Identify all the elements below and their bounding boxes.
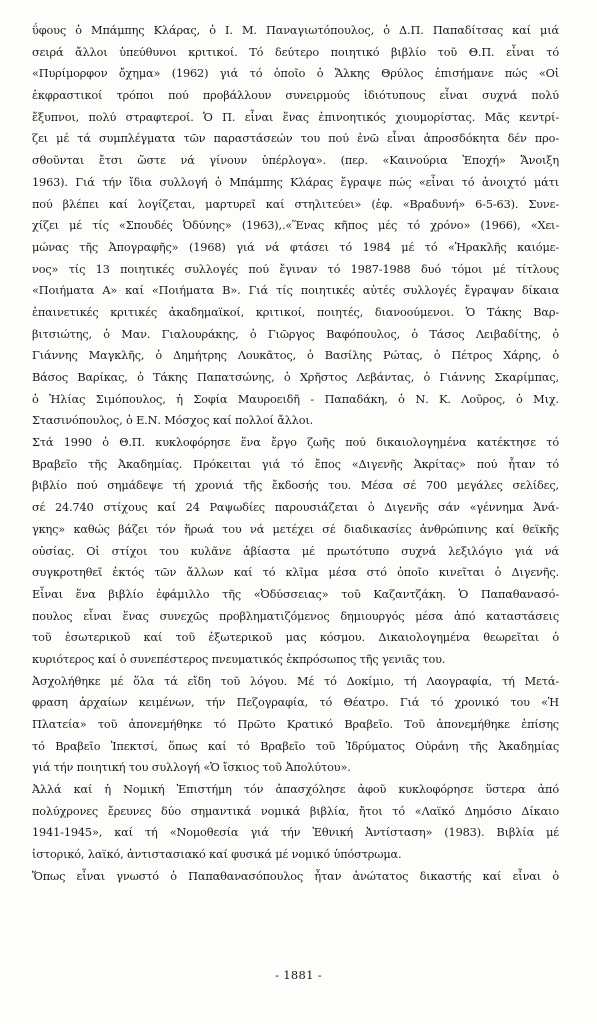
text-line: «Ποιήματα Α» καί «Ποιήματα Β». Γιά τίς ποιητικές αὐτές συλλογές ἔγραψαν δίκαια	[32, 284, 559, 298]
text-line: πού βλέπει καί λογίζεται, μαρτυρεῖ καί στηλιτεύει» (ἐφ. «Βραδυνή» 6-5-63). Συνε-	[32, 197, 559, 211]
text-line: κυριότερος καί ὁ συνεπέστερος πνευματικός ἐκπρόσωπος τῆς γενιᾶς του.	[32, 652, 446, 666]
body-text	[32, 20, 559, 888]
text-line: Ἀσχολήθηκε μέ ὅλα τά εἴδη τοῦ λόγου. Μέ τό Δοκίμιο, τή Λαογραφία, τή Μετά-	[32, 674, 559, 688]
text-line: ὁ Ἠλίας Σιμόπουλος, ἡ Σοφία Μαυροειδῆ - Παπαδάκη, ὁ Ν. Κ. Λοῦρος, ὁ Μιχ.	[32, 392, 559, 406]
text-line: τό Βραβεῖο Ἰπεκτσί, ὅπως καί τό Βραβεῖο τοῦ Ἱδρύματος Οὐράνη τῆς Ἀκαδημίας	[32, 739, 559, 753]
text-line: Ὅπως εἶναι γνωστό ὁ Παπαθανασόπουλος ἦταν ἀνώτατος δικαστής καί εἶναι ὁ	[32, 869, 559, 883]
text-line: Βραβεῖο τῆς Ἀκαδημίας. Πρόκειται γιά τό ἔπος «Διγενῆς Ἀκρίτας» πού ἦταν τό	[32, 457, 559, 471]
text-line: φραση ἀρχαίων κειμένων, τήν Πεζογραφία, τό Θέατρο. Γιά τό χρονικό του «Ἡ	[32, 696, 559, 710]
text-line: πουλος εἶναι ἕνας συνεχῶς προβληματιζόμενος δημιουργός μέσα ἀπό καταστάσεις	[32, 609, 559, 623]
text-line: «Πυρίμορφον ὄχημα» (1962) γιά τό ὁποῖο ὁ Ἄλκης Θρύλος ἐπισήμανε πώς «Οἱ	[32, 67, 559, 81]
text-line: ἐπαινετικές κριτικές ἀκαδημαϊκοί, κριτικοί, ποιητές, διανοούμενοι. Ὁ Τάκης Βαρ-	[32, 305, 559, 319]
text-line: τοῦ ἐσωτερικοῦ καί τοῦ ἐξωτερικοῦ μας κόσμου. Δικαιολογημένα θεωρεῖται ὁ	[32, 631, 559, 645]
text-line: ἐκφραστικοί τρόποι πού προβάλλουν συνειρμούς ἰδιότυπους εἶναι συχνά πολύ	[32, 89, 559, 103]
text-line: γκης» καθώς βάζει τόν ἥρωά του νά μετέχει σέ διαδικασίες ἀνθρώπινης καί θεϊκῆς	[32, 522, 559, 536]
text-line: νος» τίς 13 ποιητικές συλλογές πού ἔγιναν τό 1987-1988 δυό τόμοι μέ τίτλους	[32, 262, 559, 276]
text-line: Βάσος Βαρίκας, ὁ Τάκης Παπατσώνης, ὁ Χρῆστος Λεβάντας, ὁ Γιάννης Σκαρίμπας,	[32, 371, 559, 384]
text-line: ἔξυπνοι, πολύ στραφτεροί. Ὁ Π. εἶναι ἕνας ἐπινοητικός χιουμορίστας. Μᾶς κεντρί-	[32, 110, 559, 124]
text-line: Πλατεία» τοῦ ἀπονεμήθηκε τό Πρῶτο Κρατικό Βραβεῖο. Τοῦ ἀπονεμήθηκε ἐπίσης	[32, 718, 559, 731]
text-line: 1941-1945», καί τή «Νομοθεσία γιά τήν Ἐθνική Ἀντίσταση» (1983). Βιβλία μέ	[32, 826, 559, 840]
text-line: βιτσιώτης, ὁ Μαν. Γιαλουράκης, ὁ Γιῶργος Βαφόπουλος, ὁ Τάσος Λειβαδίτης, ὁ	[32, 327, 559, 341]
text-line: ἱστορικό, λαϊκό, ἀντιστασιακό καί φυσικά μέ νομικό ὑπόστρωμα.	[32, 848, 402, 862]
text-line: Στά 1990 ὁ Θ.Π. κυκλοφόρησε ἕνα ἔργο ζωῆς πού δικαιολογημένα κατέκτησε τό	[32, 436, 559, 450]
text-line: συγκροτηθεῖ ἐκτός τῶν ἄλλων καί τό κλῖμα μέσα στό ὁποῖο κινεῖται ὁ Διγενῆς.	[32, 566, 559, 580]
text-line: ζει μέ τά συμπλέγματα τῶν παραστάσεών του πού ἐνῶ εἶναι ἀπροσδόκητα δέν προ-	[32, 132, 559, 146]
text-line: πολύχρονες ἔρευνες δύο σημαντικά νομικά βιβλία, ἤτοι τό «Λαϊκό Δημόσιο Δίκαιο	[32, 804, 559, 818]
text-line: 1963). Γιά τήν ἴδια συλλογή ὁ Μπάμπης Κλάρας ἔγραψε πώς «εἶναι τό ἀνοιχτό μάτι	[32, 175, 559, 189]
text-line: οὐσίας. Οἱ στίχοι του κυλᾶνε ἀβίαστα μέ πρωτότυπο συχνά λεξιλόγιο γιά νά	[32, 544, 559, 558]
page-number: - 1881 -	[275, 968, 322, 982]
text-line: σειρά ἄλλοι ὑπεύθυνοι κριτικοί. Τό δεύτερο ποιητικό βιβλίο τοῦ Θ.Π. εἶναι τό	[32, 45, 559, 59]
text-line: μώνας τῆς Ἀπογραφῆς» (1968) γιά νά φτάσει τό 1984 μέ τό «Ἡρακλῆς καιόμε-	[32, 240, 559, 254]
text-line: Στασινόπουλος, ὁ Ε.Ν. Μόσχος καί πολλοί ἄλλοι.	[32, 414, 314, 428]
text-line: ΰφους ὁ Μπάμπης Κλάρας, ὁ Ι. Μ. Παναγιωτόπουλος, ὁ Δ.Π. Παπαδίτσας καί μιά	[32, 24, 559, 37]
text-line: Εἶναι ἕνα βιβλίο ἐφάμιλλο τῆς «Ὀδύσσειας» τοῦ Καζαντζάκη. Ὁ Παπαθανασό-	[32, 587, 559, 601]
text-line: σέ 24.740 στίχους καί 24 Ραψωδίες παρουσιάζεται ὁ Διγενῆς σάν «γέννημα Ἀνά-	[32, 501, 559, 515]
text-line: χίζει μέ τίς «Σπουδές Ὀδύνης» (1963),.«Ἕνας κῆπος μές τό χρόνο» (1966), «Χει-	[32, 219, 559, 233]
text-line: σθοῦνται ἔτσι ὥστε νά γίνουν ὑπέρλογα». (περ. «Καινούρια Ἐποχή» Ἄνοιξη	[32, 154, 559, 168]
text-line: Ἀλλά καί ἡ Νομική Ἐπιστήμη τόν ἀπασχόλησε ἀφοῦ κυκλοφόρησε ὕστερα ἀπό	[32, 783, 559, 797]
text-line: Γιάννης Μαγκλῆς, ὁ Δημήτρης Λουκᾶτος, ὁ Βασίλης Ρώτας, ὁ Πέτρος Χάρης, ὁ	[32, 349, 559, 363]
text-line: γιά τήν ποιητική του συλλογή «Ὁ ἴσκιος τοῦ Ἀπολύτου».	[32, 761, 351, 775]
text-line: βιβλίο πού σημάδεψε τή χρονιά τῆς ἔκδοσής του. Μέσα σέ 700 μεγάλες σελίδες,	[32, 479, 559, 493]
